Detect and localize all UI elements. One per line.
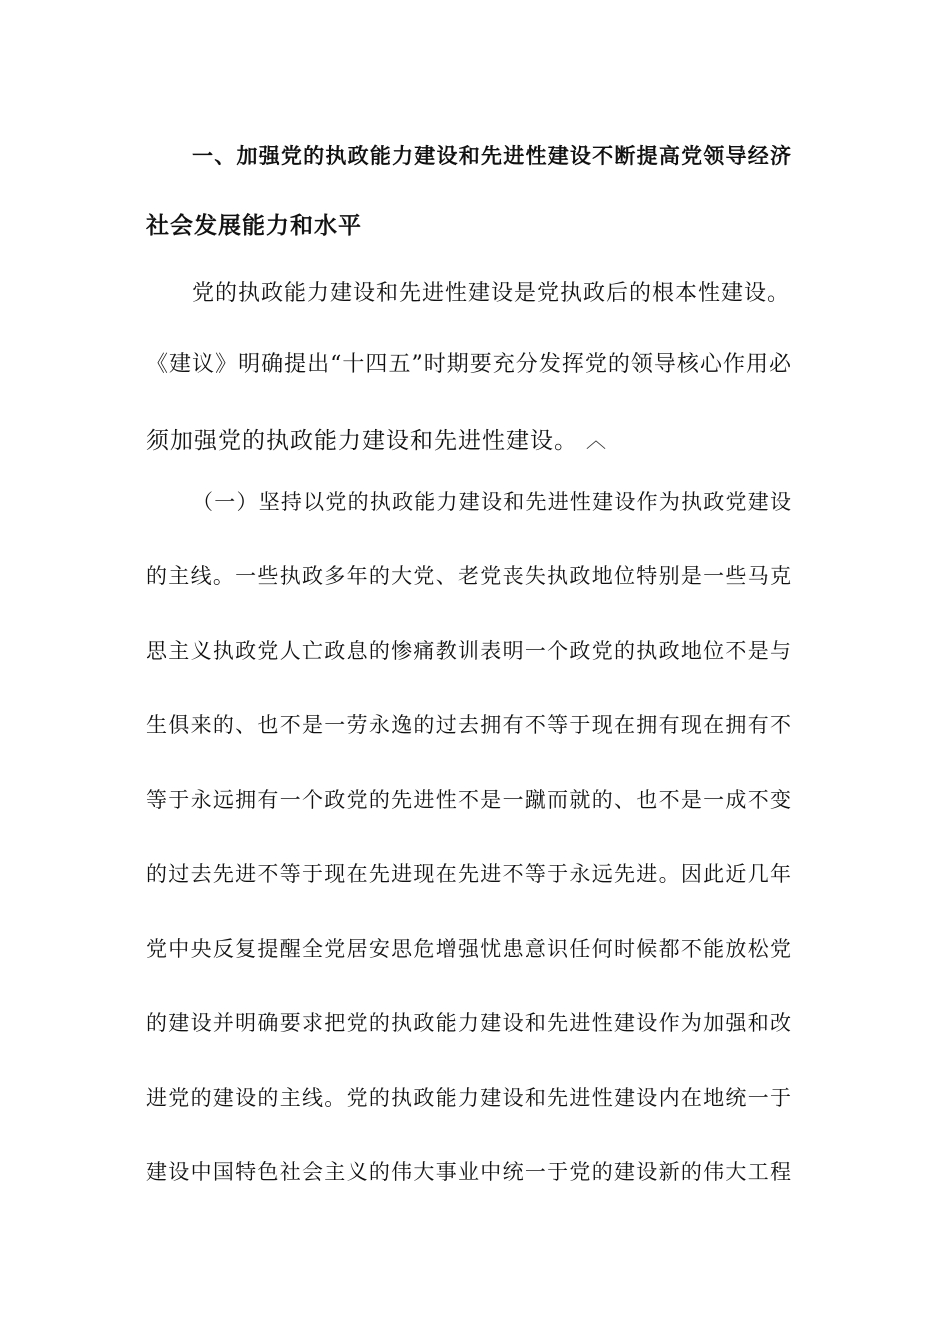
section-heading-line-2: 社会发展能力和水平: [146, 212, 362, 239]
paragraph-2-line-5: 等于永远拥有一个政党的先进性不是一蹴而就的、也不是一成不变: [146, 788, 792, 812]
paragraph-2-line-3: 思主义执政党人亡政息的惨痛教训表明一个政党的执政地位不是与: [146, 639, 792, 663]
paragraph-2-line-2: 的主线。一些执政多年的大党、老党丧失执政地位特别是一些马克: [146, 564, 792, 588]
paragraph-1-line-3: [146, 424, 792, 458]
section-heading-line-1: 一、加强党的执政能力建设和先进性建设不断提高党领导经济: [192, 143, 792, 168]
paragraph-2-line-8: 的建设并明确要求把党的执政能力建设和先进性建设作为加强和改: [146, 1011, 792, 1035]
paragraph-2-line-7: 党中央反复提醒全党居安思危增强忧患意识任何时候都不能放松党: [146, 937, 792, 961]
paragraph-2-line-9: 进党的建设的主线。党的执政能力建设和先进性建设内在地统一于: [146, 1086, 792, 1110]
caret-mark-icon: ︿: [586, 428, 607, 452]
paragraph-2-line-4: 生俱来的、也不是一劳永逸的过去拥有不等于现在拥有现在拥有不: [146, 713, 792, 737]
paragraph-1-line-1: 党的执政能力建设和先进性建设是党执政后的根本性建设。: [192, 281, 791, 306]
paragraph-1-line-3-text: 须加强党的执政能力建设和先进性建设。: [146, 428, 578, 454]
paragraph-2-line-1: （一）坚持以党的执政能力建设和先进性建设作为执政党建设: [192, 490, 792, 514]
paragraph-1-line-2: 《建议》明确提出“十四五”时期要充分发挥党的领导核心作用必: [146, 352, 792, 377]
paragraph-2-line-10: 建设中国特色社会主义的伟大事业中统一于党的建设新的伟大工程: [146, 1160, 792, 1184]
paragraph-2-line-6: 的过去先进不等于现在先进现在先进不等于永远先进。因此近几年: [146, 862, 792, 886]
